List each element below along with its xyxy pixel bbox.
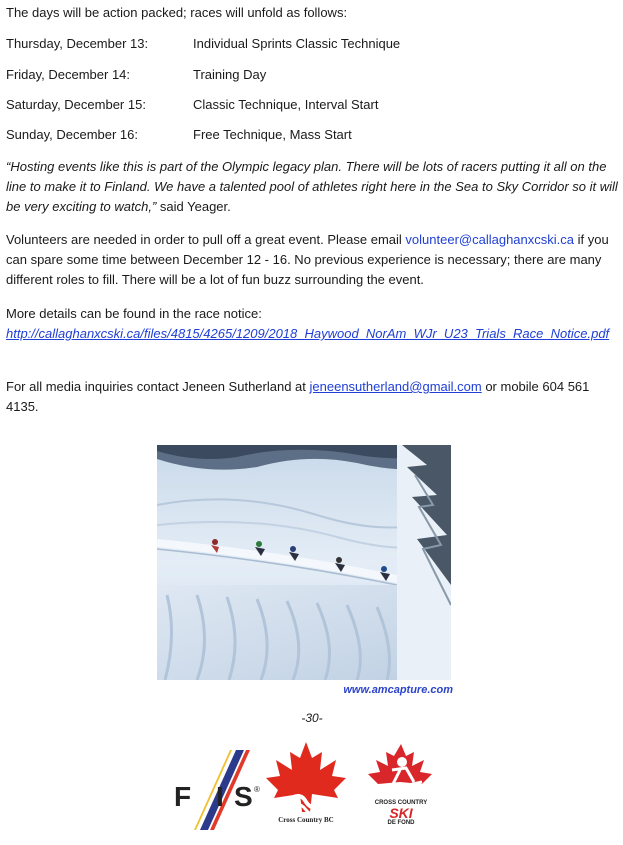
fis-logo-text: F	[174, 781, 192, 812]
schedule-row	[6, 125, 618, 145]
volunteer-email-link[interactable]: volunteer@callaghanxcski.ca	[405, 232, 574, 247]
ccski-bottom-text: DE FOND	[387, 820, 415, 826]
photo-caption: www.amcapture.com	[343, 684, 453, 696]
media-text-after: or mobile 604 561 4135.	[6, 379, 590, 414]
cross-country-bc-logo	[264, 740, 348, 830]
cross-country-ski-de-fond-logo	[362, 742, 440, 830]
media-paragraph	[6, 377, 618, 417]
volunteers-text-after: if you can spare some time between December 12 - 16. No previous experience is necessary; there are many different roles to fill. There will be a lot of fun buzz surrounding the event.	[6, 232, 609, 287]
schedule-day: Saturday, December 15:	[6, 97, 146, 112]
quote-attribution: said Yeager.	[156, 199, 231, 214]
schedule-row	[6, 34, 618, 54]
details-text: More details can be found in the race notice:	[6, 306, 262, 321]
volunteers-text-before: Volunteers are needed in order to pull off a great event. Please email	[6, 232, 406, 247]
quote-text: “Hosting events like this is part of the Olympic legacy plan. There will be lots of racers putting it all on the line to make it to Finland. We have a talented pool of athletes right here in the Sea to Sky Corridor so it will be very exciting to watch,”	[6, 159, 618, 214]
details-paragraph	[6, 304, 618, 344]
intro-text: The days will be action packed; races will unfold as follows:	[6, 5, 348, 20]
schedule-event: Training Day	[193, 67, 267, 82]
yeager-quote	[6, 157, 618, 217]
svg-text:I: I	[216, 781, 224, 812]
media-email-link[interactable]: jeneensutherland@gmail.com	[309, 379, 482, 394]
ccbc-logo-text: Cross Country BC	[278, 816, 334, 824]
schedule-row	[6, 95, 618, 115]
ccski-mid-text: SKI	[389, 805, 413, 821]
race-notice-link[interactable]: http://callaghanxcski.ca/files/4815/4265/1209/2018_Haywood_NorAm_WJr_U23_Trials_Race_Notice.pdf	[6, 326, 610, 341]
fis-logo	[174, 748, 262, 832]
ski-race-photo	[157, 445, 451, 680]
schedule-event: Free Technique, Mass Start	[193, 127, 352, 142]
schedule-day: Thursday, December 13:	[6, 36, 149, 51]
volunteers-paragraph	[6, 230, 618, 290]
schedule-row	[6, 65, 618, 85]
ccski-top-text: CROSS COUNTRY	[374, 800, 428, 806]
page-number: -30-	[301, 711, 323, 725]
media-text-before: For all media inquiries contact Jeneen Sutherland at	[6, 379, 310, 394]
svg-text:®: ®	[254, 785, 260, 794]
schedule-day: Friday, December 14:	[6, 67, 131, 82]
schedule-day: Sunday, December 16:	[6, 127, 138, 142]
svg-text:S: S	[234, 781, 253, 812]
schedule-event: Classic Technique, Interval Start	[193, 97, 379, 112]
schedule-event: Individual Sprints Classic Technique	[193, 36, 401, 51]
sponsor-logos	[6, 740, 618, 840]
